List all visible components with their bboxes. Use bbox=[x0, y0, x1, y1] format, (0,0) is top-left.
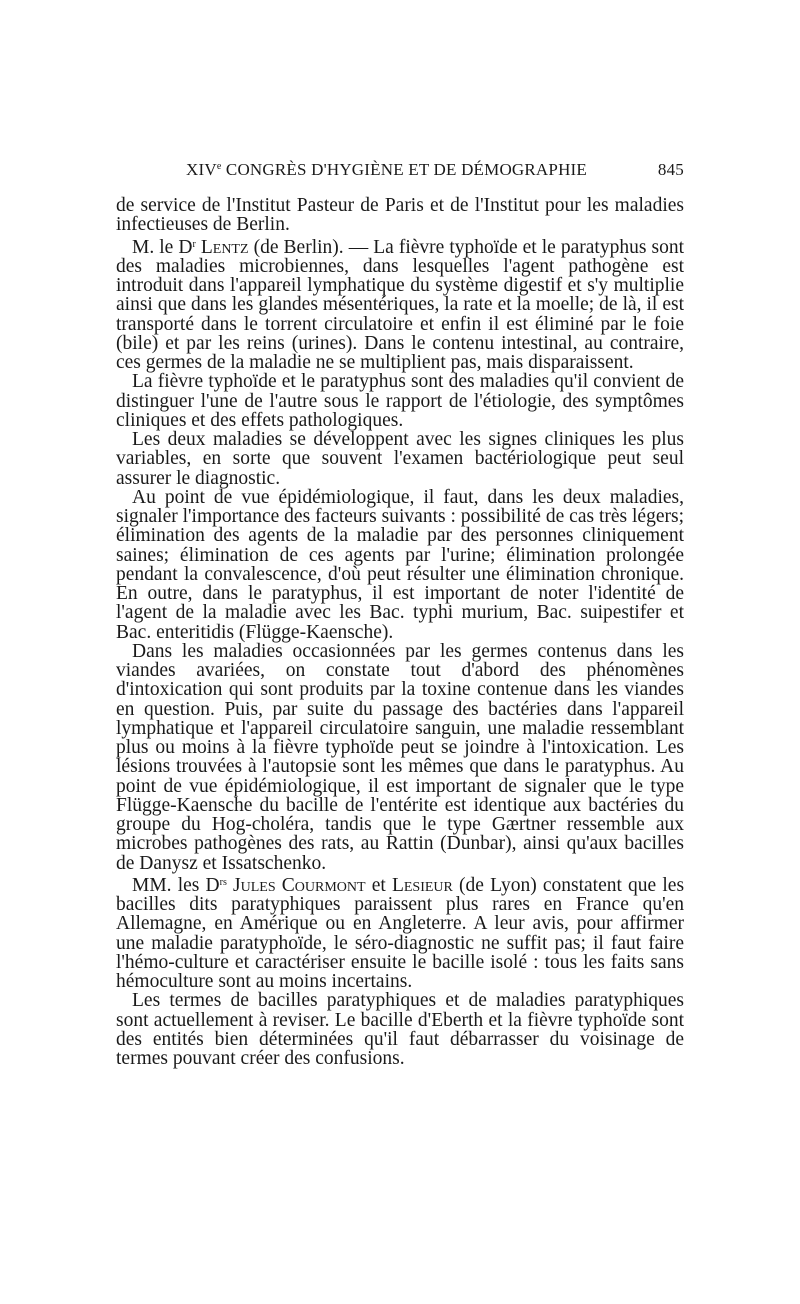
paragraph-courmont-lesieur bbox=[116, 873, 684, 992]
congress-ordinal: XIV bbox=[186, 160, 217, 179]
running-title bbox=[186, 160, 587, 180]
speaker-prefix: MM. les D bbox=[132, 874, 220, 896]
speaker-name: Lesieur bbox=[391, 874, 453, 896]
ordinal-superscript: e bbox=[216, 161, 222, 172]
header-title: CONGRÈS D'HYGIÈNE ET DE DÉMOGRAPHIE bbox=[221, 160, 587, 179]
speaker-title-sup: r bbox=[192, 238, 196, 250]
conjunction: et bbox=[365, 874, 392, 896]
speaker-name: Jules Courmont bbox=[233, 874, 366, 896]
speaker-name: Lentz bbox=[200, 236, 249, 258]
paragraph: Au point de vue épidémiologique, il faut, dans les deux maladies, signaler l'importance des facteurs suivants : possibilité de cas très légers; élimination des agents de la maladie par des personnes cliniquement saines; élimination de ces agents par l'urine; élimination prolongée pendant la convalescence, d'où peut résulter une élimination chronique. En outre, dans le paratyphus, il est important de noter l'identité de l'agent de la maladie avec les Bac. typhi murium, Bac. suipestifer et Bac. enteritidis (Flügge-Kaensche). bbox=[116, 486, 684, 643]
paragraph: Les deux maladies se développent avec les signes cliniques les plus variables, en sorte que souvent l'examen bactériologique peut seul assurer le diagnostic. bbox=[116, 429, 684, 489]
running-header bbox=[116, 160, 684, 184]
paragraph: La fièvre typhoïde et le paratyphus sont des maladies qu'il convient de distinguer l'une de l'autre sous le rapport de l'étiologie, des symptômes cliniques et des effets pathologiques. bbox=[116, 371, 684, 431]
paragraph-text: (de Lyon) constatent que les bacilles dits paratyphiques paraissent plus rares en France qu'en Allemagne, en Amérique ou en Angleterre. A leur avis, pour affirmer une maladie paratyphoïde, le séro-diagnostic ne suffit pas; il faut faire l'hémo-culture et caractériser ensuite le bacille isolé : tous les faits sans hémoculture sont au moins incertains. bbox=[116, 874, 685, 992]
paragraph: Les termes de bacilles paratyphiques et de maladies paratyphiques sont actuellement à reviser. Le bacille d'Eberth et la fièvre typhoïde sont des entités bien déterminées qu'il faut débarrasser du voisinage de termes pouvant créer des confusions. bbox=[116, 990, 684, 1069]
body-text bbox=[116, 196, 684, 1068]
page-number: 845 bbox=[657, 160, 684, 179]
speaker-prefix: M. le D bbox=[132, 236, 193, 258]
paragraph-text: (de Berlin). — La fièvre typhoïde et le paratyphus sont des maladies microbiennes, dans lesquelles l'agent pathogène est introduit dans l'appareil lymphatique du système digestif et s'y multiplie ainsi que dans les glandes mésentériques, la rate et la moelle; de là, il est transporté dans le torrent circulatoire et enfin il est éliminé par le foie (bile) et par les reins (urines). Dans le contenu intestinal, au contraire, ces germes de la maladie ne se multiplient pas, mais disparaissent. bbox=[116, 236, 684, 373]
speaker-title-sup: rs bbox=[219, 876, 227, 888]
paragraph-continuation: de service de l'Institut Pasteur de Paris et de l'Institut pour les maladies infectieuses de Berlin. bbox=[116, 195, 684, 236]
paragraph: Dans les maladies occasionnées par les germes contenus dans les viandes avariées, on constate tout d'abord des phénomènes d'intoxication qui sont produits par la toxine contenue dans les viandes en question. Puis, par suite du passage des bactéries dans l'appareil lymphatique et l'appareil circulatoire sanguin, une maladie ressemblant plus ou moins à la fièvre typhoïde peut se joindre à l'intoxication. Les lésions trouvées à l'autopsie sont les mêmes que dans le paratyphus. Au point de vue épidémiologique, il est important de signaler que le type Flügge-Kaensche du bacille de l'entérite est identique aux bactéries du groupe du Hog-choléra, tandis que le type Gærtner ressemble aux microbes pathogènes des rats, au Rattin (Dunbar), ainsi qu'aux bacilles de Danysz et Issatschenko. bbox=[116, 640, 684, 874]
paragraph-lentz bbox=[116, 235, 684, 373]
